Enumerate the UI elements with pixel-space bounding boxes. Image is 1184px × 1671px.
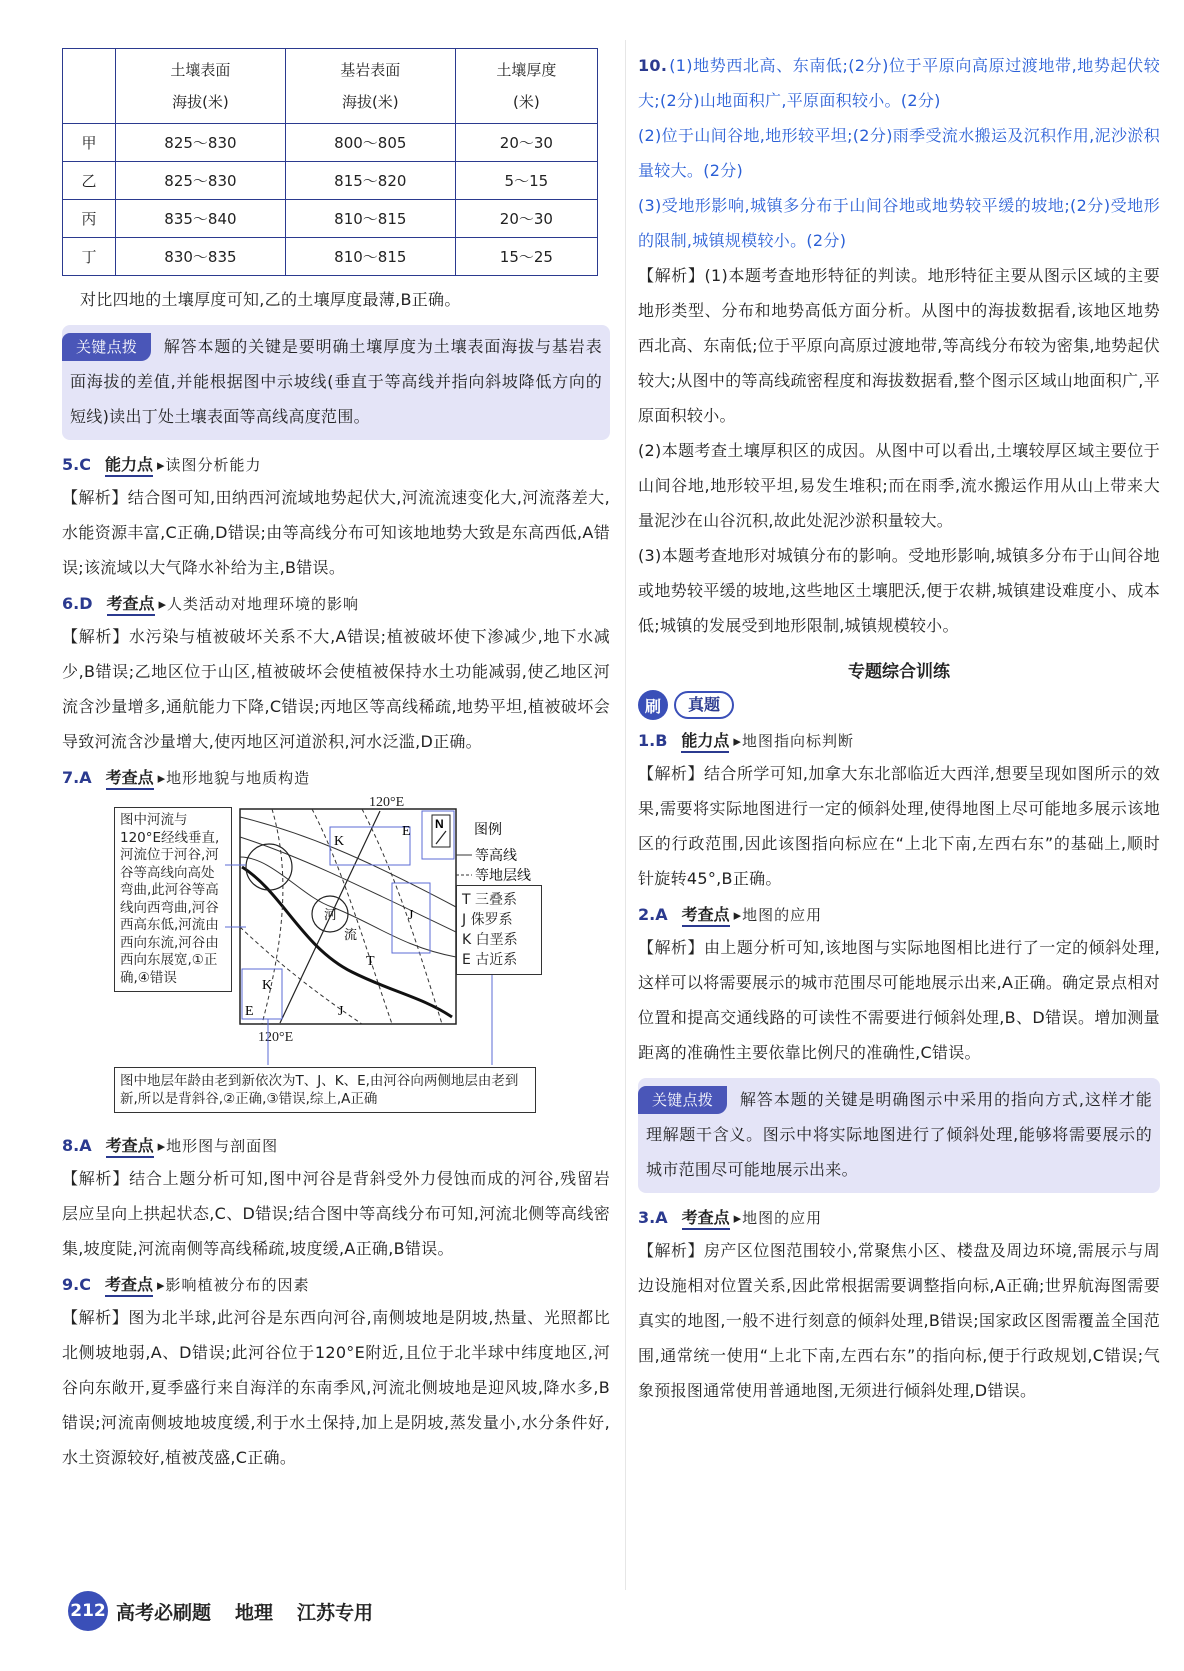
question-6-header: [62, 589, 610, 619]
key-tip-text: 关键点拨 解答本题的关键是要明确土壤厚度为土壤表面海拔与基岩表面海拔的差值,并能根据图中示坡线(垂直于等高线并指向斜坡降低方向的短线)读出丁处土壤表面等高线高度范围。: [70, 329, 602, 434]
question-6-analysis: 【解析】水污染与植被破坏关系不大,A错误;植被破坏使下渗减少,地下水减少,B错误;乙地区位于山区,植被破坏会使植被保持水土功能减弱,使乙地区河流含沙量增多,通航能力下降,C错误;丙地区等高线稀疏,地势平坦,植被破坏会导致河流含沙量增大,使丙地区河道淤积,河水泛滥,D正确。: [62, 627, 610, 751]
question-8-analysis: 【解析】结合上题分析可知,图中河谷是背斜受外力侵蚀而成的河谷,残留岩层应呈向上拱起状态,C、D错误;结合图中等高线分布可知,河流北侧等高线密集,坡度陡,河流南侧等高线稀疏,坡度缓,A正确,B错误。: [62, 1169, 610, 1258]
geology-diagram: [62, 797, 610, 1127]
question-7-header: [62, 763, 610, 793]
real-question-3-header: [638, 1203, 1160, 1233]
river-label: 流: [344, 928, 358, 943]
strata-legend: [456, 885, 542, 975]
question-number: 8.A: [62, 1136, 92, 1155]
question-topic: ▸地图的应用: [733, 906, 823, 924]
table-row: [63, 238, 598, 276]
question-5-analysis: 【解析】结合图可知,田纳西河流域地势起伏大,河流流速变化大,河流落差大,水能资源丰富,C正确,D错误;由等高线分布可知该地地势大致是东高西低,A错误;该流域以大气降水补给为主,B错误。: [62, 488, 610, 577]
real-question-2-header: [638, 900, 1160, 930]
question-topic: ▸地形图与剖面图: [157, 1137, 279, 1155]
table-cell: 800～805: [285, 124, 455, 162]
north-arrow-label: N: [435, 817, 444, 831]
stratum-label: J: [338, 1004, 344, 1019]
question-9-header: [62, 1270, 610, 1300]
page-footer: [68, 1591, 373, 1631]
stratum-label: K: [262, 978, 273, 993]
question-10-analysis-1: 【解析】(1)本题考查地形特征的判读。地形特征主要从图示区域的主要地形类型、分布和地势高低方面分析。从图中的海拔数据看,该地区地势西北高、东南低;位于平原向高原过渡地带,等高线分布较为密集,地势起伏较大;从图中的等高线疏密程度和海拔数据看,整个图示区域山地面积广,平原面积较小。: [638, 266, 1160, 425]
key-tip-box: [62, 325, 610, 440]
table-row: [63, 200, 598, 238]
stratum-label: T: [366, 954, 375, 969]
table-row: [63, 162, 598, 200]
table-cell: 5～15: [455, 162, 597, 200]
stratum-label: E: [402, 824, 411, 839]
question-10-answer-1: 10. (1)地势西北高、东南低;(2分)位于平原向高原过渡地带,地势起伏较大;(2分)山地面积广,平原面积较小。(2分): [638, 56, 1160, 110]
table-row: [63, 124, 598, 162]
question-number: 9.C: [62, 1275, 91, 1294]
diagram-left-note: 图中河流与120°E经线垂直,河流位于河谷,河谷等高线向高处弯曲,此河谷等高线向西弯曲,河谷西高东低,河流由西向东流,河谷由西向东展宽,①正确,④错误: [114, 807, 232, 992]
table-cell: 20～30: [455, 200, 597, 238]
longitude-bottom-label: 120°E: [258, 1030, 294, 1045]
zhenti-banner: [638, 690, 1160, 720]
legend-item: 等高线: [475, 848, 517, 864]
table-cell: 830～835: [116, 238, 286, 276]
question-tag: 考查点: [682, 905, 730, 927]
table-cell: 15～25: [455, 238, 597, 276]
question-number: 3.A: [638, 1208, 668, 1227]
table-cell: 丙: [63, 200, 116, 238]
strata-item: T 三叠系: [462, 892, 518, 908]
soil-table: [62, 48, 598, 276]
table-header-bedrock-surface: 基岩表面 海拔(米): [285, 49, 455, 124]
question-5-header: [62, 450, 610, 480]
question-10-analysis-2: (2)本题考查土壤厚积区的成因。从图中可以看出,土壤较厚区域主要位于山间谷地,地形较平坦,易发生堆积;而在雨季,流水搬运作用从山上带来大量泥沙在山谷沉积,故此处泥沙淤积量较大。: [638, 441, 1160, 530]
table-conclusion: 对比四地的土壤厚度可知,乙的土壤厚度最薄,B正确。: [80, 290, 461, 309]
table-cell: 825～830: [116, 124, 286, 162]
question-tag: 考查点: [682, 1208, 730, 1230]
zhenti-tag: 真题: [674, 691, 734, 719]
table-cell: 835～840: [116, 200, 286, 238]
table-header-blank: [63, 49, 116, 124]
longitude-top-label: 120°E: [369, 797, 405, 810]
question-9-analysis: 【解析】图为北半球,此河谷是东西向河谷,南侧坡地是阴坡,热量、光照都比北侧坡地弱,A、D错误;此河谷位于120°E附近,且位于北半球中纬度地区,河谷向东敞开,夏季盛行来自海洋的东南季风,河流北侧坡地是迎风坡,降水多,B错误;河流南侧坡地坡度缓,利于水土保持,加上是阴坡,蒸发量小,水分条件好,水土资源较好,植被茂盛,C正确。: [62, 1308, 610, 1467]
table-cell: 乙: [63, 162, 116, 200]
real-question-3-analysis: 【解析】房产区位图范围较小,常聚焦小区、楼盘及周边环境,需展示与周边设施相对位置关系,因此常根据需要调整指向标,A正确;世界航海图需要真实的地图,一般不进行刻意的倾斜处理,B错误;国家政区图需覆盖全国范围,通常统一使用“上北下南,左西右东”的指向标,便于行政规划,C错误;气象预报图通常使用普通地图,无须进行倾斜处理,D错误。: [638, 1241, 1160, 1400]
stratum-label: J: [408, 908, 414, 923]
river-label: 河: [324, 908, 338, 923]
question-8-header: [62, 1131, 610, 1161]
stratum-label: K: [334, 834, 345, 849]
column-divider: [625, 40, 626, 1590]
question-tag: 考查点: [106, 1136, 154, 1158]
key-tip-box: [638, 1078, 1160, 1193]
table-cell: 815～820: [285, 162, 455, 200]
question-topic: ▸地形地貌与地质构造: [157, 769, 311, 787]
table-header-soil-thickness: 土壤厚度 (米): [455, 49, 597, 124]
edition-label: 江苏专用: [297, 1601, 374, 1624]
section-title: 专题综合训练: [848, 662, 950, 682]
question-number: 10.: [638, 56, 668, 75]
shua-badge: 刷: [638, 690, 668, 720]
table-cell: 825～830: [116, 162, 286, 200]
strata-item: J 侏罗系: [462, 912, 513, 928]
real-question-2-analysis: 【解析】由上题分析可知,该地图与实际地图相比进行了一定的倾斜处理,这样可以将需要展示的城市范围尽可能地展示出来,A正确。确定景点相对位置和提高交通线路的可读性不需要进行倾斜处理,B、D错误。增加测量距离的准确性主要依靠比例尺的准确性,C错误。: [638, 938, 1160, 1062]
question-10-analysis-3: (3)本题考查地形对城镇分布的影响。受地形影响,城镇多分布于山间谷地或地势较平缓的坡地,这些地区土壤肥沃,便于农耕,城镇建设难度小、成本低;城镇的发展受到地形限制,城镇规模较小。: [638, 546, 1160, 635]
key-tip-label: 关键点拨: [62, 333, 151, 361]
legend-item: 等地层线: [475, 868, 531, 884]
question-tag: 考查点: [107, 594, 155, 616]
question-number: 5.C: [62, 455, 91, 474]
table-header-row: [63, 49, 598, 124]
question-topic: ▸人类活动对地理环境的影响: [158, 595, 360, 613]
table-cell: 20～30: [455, 124, 597, 162]
question-topic: ▸地图的应用: [733, 1209, 823, 1227]
highlight-circle: [246, 844, 292, 890]
question-tag: 考查点: [105, 1275, 153, 1297]
question-topic: ▸影响植被分布的因素: [156, 1276, 310, 1294]
question-topic: ▸地图指向标判断: [733, 732, 854, 750]
diagram-bottom-note: 图中地层年龄由老到新依次为T、J、K、E,由河谷向两侧地层由老到新,所以是背斜谷,②正确,③错误,综上,A正确: [114, 1067, 536, 1113]
question-number: 7.A: [62, 768, 92, 787]
table-header-soil-surface: 土壤表面 海拔(米): [116, 49, 286, 124]
question-10-answer-2: (2)位于山间谷地,地形较平坦;(2分)雨季受流水搬运及沉积作用,泥沙淤积量较大。(2分): [638, 126, 1160, 180]
question-tag: 能力点: [105, 455, 153, 477]
table-cell: 810～815: [285, 200, 455, 238]
question-number: 6.D: [62, 594, 93, 613]
key-tip-label: 关键点拨: [638, 1086, 727, 1114]
stratum-label: E: [245, 1004, 254, 1019]
legend-title: 图例: [474, 822, 502, 838]
book-title: 高考必刷题: [116, 1601, 212, 1624]
question-number: 1.B: [638, 731, 668, 750]
subject-label: 地理: [235, 1601, 274, 1624]
question-topic: ▸读图分析能力: [156, 456, 262, 474]
table-cell: 丁: [63, 238, 116, 276]
question-10-answer-3: (3)受地形影响,城镇多分布于山间谷地或地势较平缓的坡地;(2分)受地形的限制,城镇规模较小。(2分): [638, 196, 1160, 250]
real-question-1-header: [638, 726, 1160, 756]
question-tag: 能力点: [681, 731, 729, 753]
right-column: [638, 48, 1160, 1408]
left-column: [62, 48, 610, 1475]
strata-item: E 古近系: [462, 952, 518, 968]
strata-item: K 白垩系: [462, 932, 518, 948]
key-tip-text: 关键点拨 解答本题的关键是明确图示中采用的指向方式,这样才能理解题干含义。图示中将实际地图进行了倾斜处理,能够将需要展示的城市范围尽可能地展示出来。: [646, 1082, 1152, 1187]
table-cell: 810～815: [285, 238, 455, 276]
page-number: 212: [68, 1591, 108, 1631]
question-number: 2.A: [638, 905, 668, 924]
table-cell: 甲: [63, 124, 116, 162]
question-tag: 考查点: [106, 768, 154, 790]
real-question-1-analysis: 【解析】结合所学可知,加拿大东北部临近大西洋,想要呈现如图所示的效果,需要将实际地图进行一定的倾斜处理,使得地图上尽可能地多展示该地区的行政范围,因此该图指向标应在“上北下南,左西右东”的基础上,顺时针旋转45°,B正确。: [638, 764, 1160, 888]
